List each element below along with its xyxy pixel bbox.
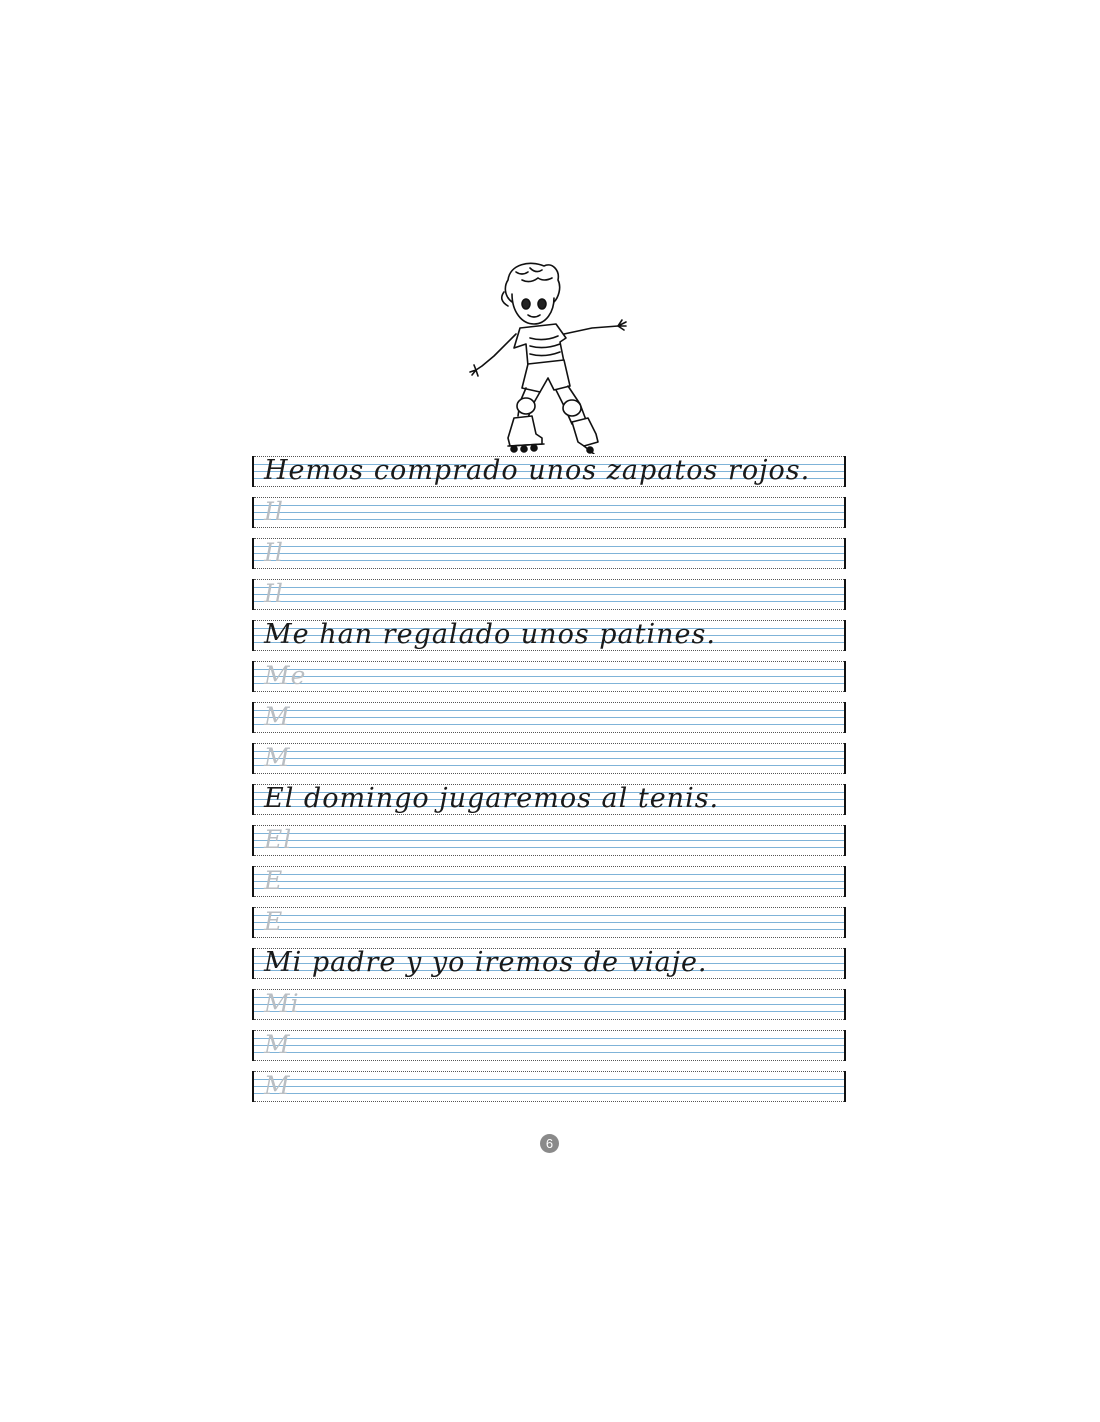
trace-letters: Il <box>264 538 284 567</box>
model-sentence: Hemos comprado unos zapatos rojos. <box>264 455 811 486</box>
trace-letters: E <box>264 907 284 936</box>
practice-row[interactable] <box>252 538 846 569</box>
page-number: 6 <box>540 1134 559 1153</box>
practice-row[interactable] <box>252 1071 846 1102</box>
trace-letters: El <box>264 825 293 854</box>
practice-row[interactable] <box>252 866 846 897</box>
practice-row[interactable] <box>252 989 846 1020</box>
model-sentence: El domingo jugaremos al tenis. <box>264 783 720 814</box>
model-sentence-row <box>252 456 846 487</box>
trace-letters: M <box>264 1030 291 1059</box>
model-sentence: Me han regalado unos patines. <box>264 619 716 650</box>
practice-row[interactable] <box>252 579 846 610</box>
exercise-group <box>252 456 846 610</box>
model-sentence-row <box>252 620 846 651</box>
practice-row[interactable] <box>252 907 846 938</box>
child-rollerskating-illustration <box>468 258 640 454</box>
trace-letters: Il <box>264 497 284 526</box>
trace-letters: E <box>264 866 284 895</box>
exercise-group <box>252 620 846 774</box>
exercise-group <box>252 784 846 938</box>
practice-row[interactable] <box>252 1030 846 1061</box>
trace-letters: M <box>264 1071 291 1100</box>
model-sentence-row <box>252 784 846 815</box>
handwriting-worksheet <box>252 456 846 1112</box>
practice-row[interactable] <box>252 825 846 856</box>
model-sentence-row <box>252 948 846 979</box>
trace-letters: M <box>264 743 291 772</box>
child-rollerskating-icon <box>468 258 640 454</box>
practice-row[interactable] <box>252 743 846 774</box>
practice-row[interactable] <box>252 702 846 733</box>
model-sentence: Mi padre y yo iremos de viaje. <box>264 947 708 978</box>
practice-row[interactable] <box>252 497 846 528</box>
trace-letters: Il <box>264 579 284 608</box>
trace-letters: M <box>264 702 291 731</box>
trace-letters: Me <box>264 661 307 690</box>
exercise-group <box>252 948 846 1102</box>
practice-row[interactable] <box>252 661 846 692</box>
trace-letters: Mi <box>264 989 300 1018</box>
